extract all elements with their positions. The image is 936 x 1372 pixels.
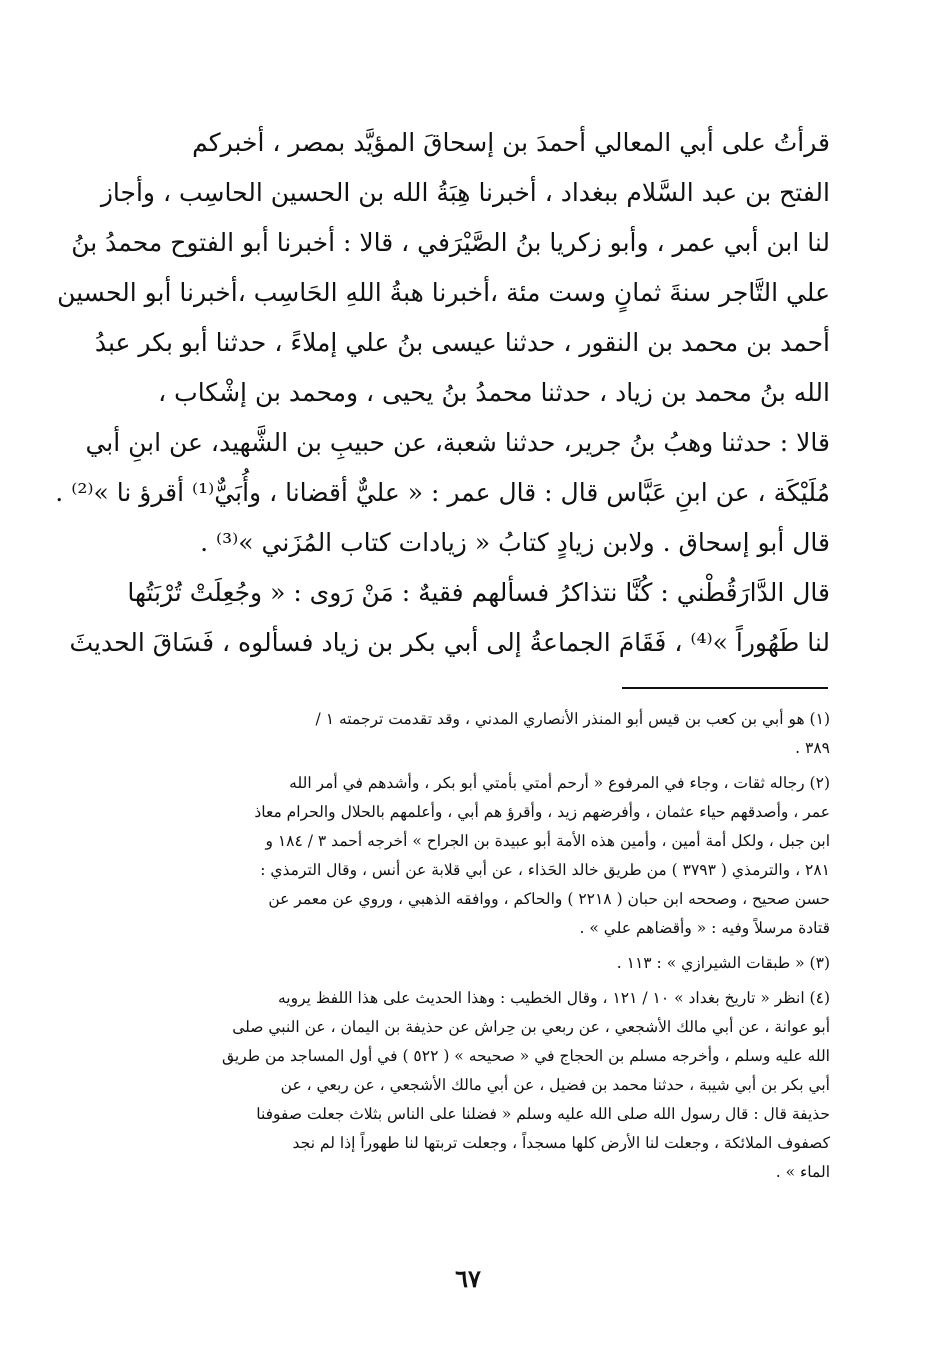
main-text-line: قال أبو إسحاق . ولابن زيادٍ كتابُ « زيادات كتاب المُزَني »⁽³⁾ . xyxy=(200,528,830,557)
main-text-line: علي التَّاجر سنةَ ثمانٍ وست مئة ،أخبرنا هبةُ اللهِ الحَاسِب ،أخبرنا أبو الحسين xyxy=(57,278,830,307)
main-text-body xyxy=(55,118,830,668)
main-text-line: قرأتُ على أبي المعالي أحمدَ بن إسحاقَ المؤيَّد بمصر ، أخبركم xyxy=(192,128,830,157)
main-text-line: الله بنُ محمد بن زياد ، حدثنا محمدُ بنُ يحيى ، ومحمد بن إشْكاب ، xyxy=(158,378,830,407)
main-text-line: لنا طَهُوراً »⁽⁴⁾ ، فَقَامَ الجماعةُ إلى أبي بكر بن زياد فسألوه ، فَسَاقَ الحديثَ xyxy=(69,628,830,657)
footnote-2 xyxy=(156,769,830,943)
footnote-line: ٢٨١ ، والترمذي ( ٣٧٩٣ ) من طريق خالد الحَذاء ، عن أبي قلابة عن أنس ، وقال الترمذي : xyxy=(260,861,830,879)
footnote-line: أبي بكر بن أبي شيبة ، حدثنا محمد بن فضيل ، عن أبي مالك الأشجعي ، عن ربعي ، عن xyxy=(280,1076,830,1094)
footnote-line: عمر ، وأصدقهم حياء عثمان ، وأفرضهم زيد ، وأقرؤ هم أبي ، وأعلمهم بالحلال والحرام معاذ xyxy=(254,803,830,821)
footnote-line: ابن جبل ، ولكل أمة أمين ، وأمين هذه الأمة أبو عبيدة بن الجراح » أخرجه أحمد ٣ / ١٨٤ و xyxy=(265,832,830,850)
main-text-line: قالا : حدثنا وهبُ بنُ جرير، حدثنا شعبة، عن حبيبِ بن الشَّهيد، عن ابنِ أبي xyxy=(85,428,830,457)
footnote-line: (٤) انظر « تاريخ بغداد » ١٠ / ١٢١ ، وقال الخطيب : وهذا الحديث على هذا اللفظ يرويه xyxy=(278,989,830,1007)
main-text-line: مُلَيْكَة ، عن ابنِ عَبَّاس قال : قال عمر : « عليٌّ أقضانا ، وأُبَيٌّ⁽¹⁾ أقرؤ نا »⁽²⁾ . xyxy=(55,478,830,507)
main-text-line: لنا ابن أبي عمر ، وأبو زكريا بنُ الصَّيْرَفي ، قالا : أخبرنا أبو الفتوح محمدُ بنُ xyxy=(71,228,830,257)
footnote-separator xyxy=(622,687,828,689)
footnote-line: كصفوف الملائكة ، وجعلت لنا الأرض كلها مسجداً ، وجعلت تربتها لنا طهوراً إذا لم نجد xyxy=(292,1134,830,1152)
footnote-line: أبو عوانة ، عن أبي مالك الأشجعي ، عن ربعي بن حِراش عن حذيفة بن اليمان ، عن النبي صلى xyxy=(232,1018,830,1036)
footnote-line: قتادة مرسلاً وفيه : « وأقضاهم علي » . xyxy=(579,919,830,937)
footnote-line: (١) هو أبي بن كعب بن قيس أبو المنذر الأنصاري المدني ، وقد تقدمت ترجمته ١ / xyxy=(315,710,830,728)
footnote-1 xyxy=(156,705,830,763)
footnote-3 xyxy=(156,949,830,978)
main-text-line: قال الدَّارَقُطْني : كُنَّا نتذاكرُ فسألهم فقيهٌ : مَنْ رَوى : « وجُعِلَتْ تُرْبَتُها xyxy=(127,578,830,607)
footnote-line: (٣) « طبقات الشيرازي » : ١١٣ . xyxy=(616,954,830,972)
footnote-line: (٢) رجاله ثقات ، وجاء في المرفوع « أرحم أمتي بأمتي أبو بكر ، وأشدهم في أمر الله xyxy=(289,774,830,792)
page-number: ٦٧ xyxy=(455,1264,481,1293)
footnote-4 xyxy=(156,984,830,1187)
footnotes-section xyxy=(156,705,830,1187)
main-text-line: أحمد بن محمد بن النقور ، حدثنا عيسى بنُ علي إملاءً ، حدثنا أبو بكر عبدُ xyxy=(94,328,830,357)
main-text-line: الفتح بن عبد السَّلام ببغداد ، أخبرنا هِبَةُ الله بن الحسين الحاسِب ، وأجاز xyxy=(100,178,830,207)
footnote-line: ٣٨٩ . xyxy=(795,739,830,757)
footnote-line: الماء » . xyxy=(775,1163,830,1181)
footnote-line: حسن صحيح ، وصححه ابن حبان ( ٢٢١٨ ) والحاكم ، ووافقه الذهبي ، وروي عن معمر عن xyxy=(268,890,830,908)
footnote-line: حذيفة قال : قال رسول الله صلى الله عليه وسلم « فضلنا على الناس بثلاث جعلت صفوفنا xyxy=(256,1105,830,1123)
footnote-line: الله عليه وسلم ، وأخرجه مسلم بن الحجاج في « صحيحه » ( ٥٢٢ ) في أول المساجد من طريق xyxy=(221,1047,830,1065)
